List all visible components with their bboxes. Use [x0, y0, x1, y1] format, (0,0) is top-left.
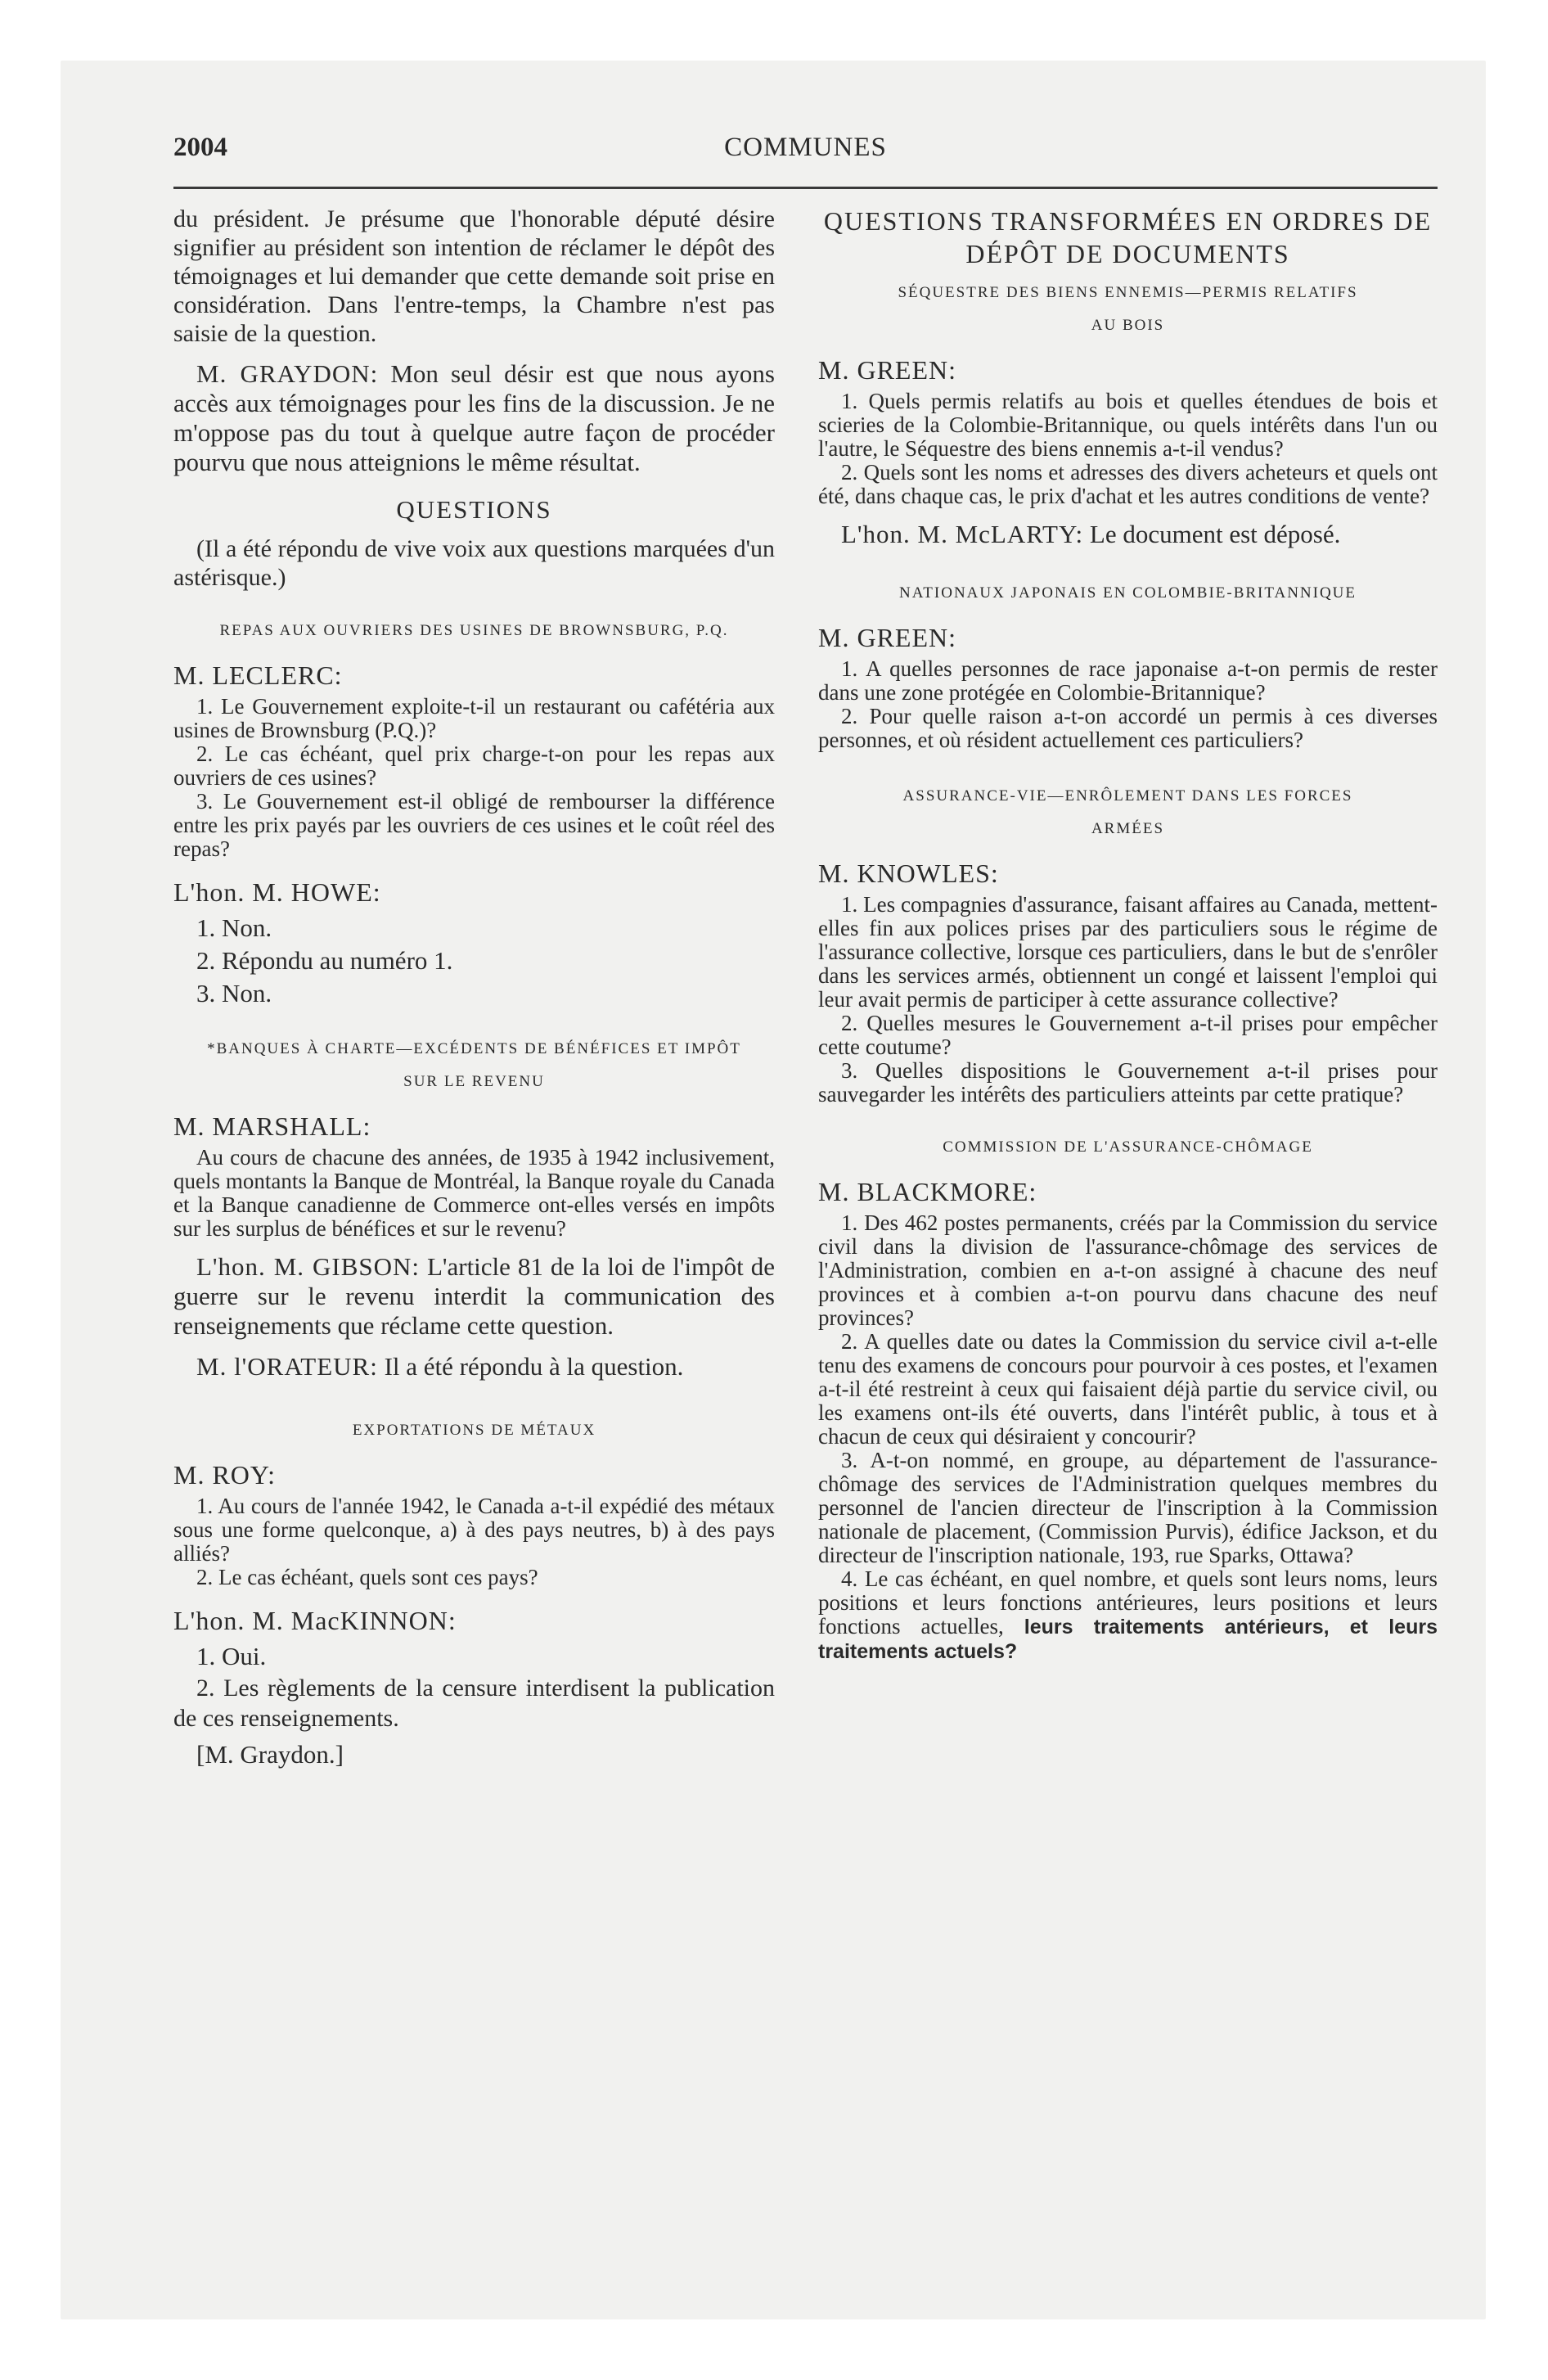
signature: [M. Graydon.]	[196, 1740, 344, 1769]
header-rule	[173, 187, 1438, 189]
question-item: 1. Les compagnies d'assurance, faisant affaires au Canada, mettent-elles fin aux polices prises par des particuliers sous le régime de l'assurance collective, lorsque ces particuliers, dans le but de s'enrôler dans les services armés, obtiennent un congé et laissent l'emploi qui leur avait permis de participer à cette assurance collective?	[818, 892, 1438, 1012]
speaker-name: L'hon. M. McLARTY:	[841, 520, 1084, 548]
running-title: COMMUNES	[724, 133, 887, 162]
question-item: 2. Quels sont les noms et adresses des divers acheteurs et quels ont été, dans chaque cas, le prix d'achat et les autres conditions de vente?	[818, 460, 1438, 508]
speech-text: L'article 81 de la loi de l'impôt de guerre sur le revenu interdit la communication des renseignements que réclame cette question.	[173, 1252, 776, 1340]
answer-item: 1. Non.	[196, 913, 272, 942]
question-item: 2. Le cas échéant, quel prix charge-t-on pour les repas aux ouvriers de ces usines?	[173, 741, 775, 790]
section-heading: EXPORTATIONS DE MÉTAUX	[352, 1422, 596, 1439]
question-item	[818, 1567, 1438, 1664]
speaker-name: M. l'ORATEUR:	[196, 1352, 378, 1381]
speech-orateur	[173, 1352, 775, 1382]
question-item: 3. A-t-on nommé, en groupe, au département de l'assurance-chômage des services de l'Administration quelques membres du personnel de l'ancien directeur de l'inscription à la Commission nationale de placement, (Commission Purvis), édifice Jackson, et du directeur de l'inscription nationale, 193, rue Sparks, Ottawa?	[818, 1448, 1438, 1567]
right-column	[818, 205, 1438, 1664]
page-header	[173, 133, 1438, 174]
question-item: 2. Le cas échéant, quels sont ces pays?	[196, 1565, 538, 1589]
speaker-name: M. GRAYDON:	[196, 359, 379, 388]
speech-text: Il a été répondu à la question.	[384, 1352, 684, 1381]
speech-graydon	[173, 359, 775, 477]
section-heading: COMMISSION DE L'ASSURANCE-CHÔMAGE	[943, 1138, 1313, 1156]
left-column	[173, 205, 775, 1771]
answer-item: 2. Les règlements de la censure interdisent la publication de ces renseignements.	[173, 1675, 775, 1732]
speaker-name: M. GREEN:	[818, 355, 956, 385]
speech-gibson	[173, 1252, 775, 1341]
speaker-name: M. MARSHALL:	[173, 1111, 371, 1141]
main-heading: QUESTIONS TRANSFORMÉES EN ORDRES DE DÉPÔT DE DOCUMENTS	[823, 206, 1433, 268]
speaker-name: L'hon. M. HOWE:	[173, 877, 381, 907]
question-item: 2. Pour quelle raison a-t-on accordé un permis à ces diverses personnes, et où résident actuellement ces particuliers?	[818, 704, 1438, 752]
question-item: 2. Quelles mesures le Gouvernement a-t-il prises pour empêcher cette coutume?	[818, 1011, 1438, 1059]
question-item: 2. A quelles date ou dates la Commission du service civil a-t-elle tenu des examens de concours pour pourvoir à ces postes, et l'examen a-t-il été restreint à ceux qui faisaient déjà partie du service civil, ou les examens ont-ils été ouverts, dans l'intérêt public, à tous et à chacun de ceux qui désiraient y concourir?	[818, 1329, 1438, 1449]
answer-item: 3. Non.	[196, 979, 272, 1007]
questions-heading: QUESTIONS	[396, 495, 552, 524]
section-heading: ASSURANCE-VIE—ENRÔLEMENT DANS LES FORCES ARMÉES	[902, 787, 1353, 837]
speaker-name: M. ROY:	[173, 1460, 276, 1490]
section-heading: REPAS AUX OUVRIERS DES USINES DE BROWNSBURG, P.Q.	[219, 622, 729, 639]
speaker-name: L'hon. M. GIBSON:	[196, 1252, 421, 1281]
page-number: 2004	[173, 133, 227, 162]
speaker-name: M. LECLERC:	[173, 660, 343, 690]
question-item: 1. Des 462 postes permanents, créés par la Commission du service civil dans la division de l'assurance-chômage des services de l'Administration, combien en a-t-on assigné à chacune des neuf provinces et à combien a-t-on pourvu dans chacune des neuf provinces?	[818, 1210, 1438, 1330]
paragraph: du président. Je présume que l'honorable député désire signifier au président son intention de réclamer le dépôt des témoignages et lui demander que cette demande soit prise en considération. Dans l'entre-temps, la Chambre n'est pas saisie de la question.	[173, 205, 775, 347]
question-item: 3. Quelles dispositions le Gouvernement a-t-il prises pour sauvegarder les intérêts des particuliers atteints par cette pratique?	[818, 1058, 1438, 1107]
speaker-name: M. GREEN:	[818, 623, 956, 652]
speech-text: Mon seul désir est que nous ayons accès aux témoignages pour les fins de la discussion. Je ne m'oppose pas du tout à quelque autre façon de procéder pourvu que nous atteignions le même résultat.	[173, 359, 775, 476]
speech-mclarty	[818, 520, 1438, 549]
question-item: 3. Le Gouvernement est-il obligé de rembourser la différence entre les prix payés par les ouvriers de ces usines et le coût réel des repas?	[173, 789, 775, 861]
speaker-name: M. KNOWLES:	[818, 859, 999, 888]
section-heading: *BANQUES À CHARTE—EXCÉDENTS DE BÉNÉFICES ET IMPÔT SUR LE REVENU	[207, 1040, 741, 1090]
speaker-name: L'hon. M. MacKINNON:	[173, 1606, 457, 1635]
question-item: Au cours de chacune des années, de 1935 à 1942 inclusivement, quels montants la Banque de Montréal, la Banque royale du Canada et la Banque canadienne de Commerce ont-elles versés en impôts sur les surplus de bénéfices et sur le revenu?	[173, 1145, 775, 1241]
speech-text: Le document est déposé.	[1089, 520, 1341, 548]
section-heading: SÉQUESTRE DES BIENS ENNEMIS—PERMIS RELATIFS AU BOIS	[898, 284, 1358, 334]
questions-note: (Il a été répondu de vive voix aux questions marquées d'un astérisque.)	[173, 535, 775, 591]
answer-item: 2. Répondu au numéro 1.	[196, 946, 453, 975]
question-text: 4. Le cas échéant, en quel nombre, et quels sont leurs noms, leurs positions et leurs fonctions antérieures, leurs positions et leurs fonctions actuelles,	[818, 1566, 1438, 1639]
question-item: 1. A quelles personnes de race japonaise a-t-on permis de rester dans une zone protégée en Colombie-Britannique?	[818, 656, 1438, 705]
section-heading: NATIONAUX JAPONAIS EN COLOMBIE-BRITANNIQUE	[898, 584, 1357, 602]
question-item: 1. Quels permis relatifs au bois et quelles étendues de bois et scieries de la Colombie-Britannique, ou quels intérêts dans l'un ou l'autre, le Séquestre des biens ennemis a-t-il vendus?	[818, 389, 1438, 461]
question-text-bold: leurs traitements antérieurs, et leurs traitements actuels?	[818, 1616, 1438, 1663]
question-item: 1. Le Gouvernement exploite-t-il un restaurant ou cafétéria aux usines de Brownsburg (P.Q.)?	[173, 694, 775, 742]
question-item: 1. Au cours de l'année 1942, le Canada a-t-il expédié des métaux sous une forme quelconque, a) à des pays neutres, b) à des pays alliés?	[173, 1494, 775, 1566]
speaker-name: M. BLACKMORE:	[818, 1177, 1037, 1206]
answer-item: 1. Oui.	[196, 1642, 267, 1670]
